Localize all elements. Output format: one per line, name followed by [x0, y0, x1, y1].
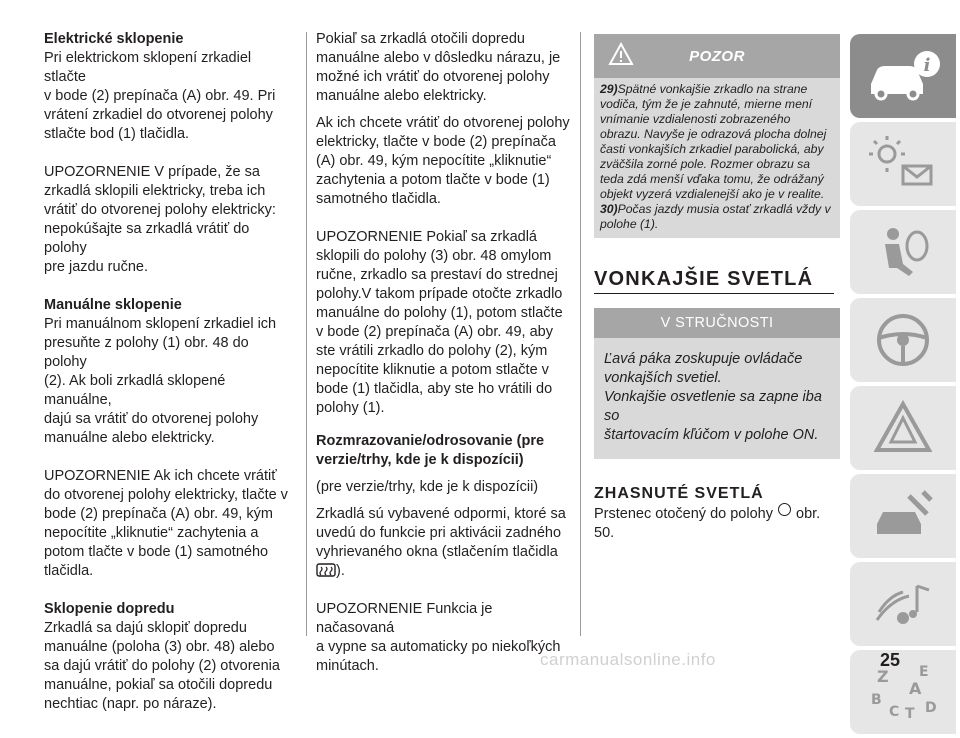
tab-car-info[interactable]: [850, 34, 956, 118]
paragraph: Pokiaľ sa zrkadlá otočili dopredu manuálne alebo v dôsledku nárazu, je možné ich vrátiť do otvorenej polohy manuálne alebo elektricky.: [316, 31, 561, 104]
paragraph: Pri manuálnom sklopení zrkadiel ich presuňte z polohy (1) obr. 48 do polohy (2). Ak boli zrkadlá sklopené manuálne, dajú sa vrátiť do otvorenej polohy manuálne alebo elektricky.: [44, 316, 277, 446]
paragraph: Zrkadlá sú vybavené odpormi, ktoré sa uvedú do funkcie pri aktivácii zadného vyhrievaného okna (stlačením tlačidla ).: [316, 506, 566, 579]
column-2: [316, 30, 570, 676]
heading-electric-folding: Elektrické sklopenie: [44, 31, 184, 47]
page-number: 25: [880, 650, 901, 670]
section-title: VONKAJŠIE SVETLÁ: [594, 268, 834, 294]
paragraph: UPOZORNENIE Ak ich chcete vrátiť do otvorenej polohy elektricky, tlačte v bode (2) prepínača (A) obr. 49, kým nepocítite „kliknutie“ zachytenia a potom tlačte v bode (1) samotného tlačidla.: [44, 468, 288, 579]
column-3: [594, 34, 840, 543]
tab-driving[interactable]: [850, 298, 956, 382]
column-separator: [306, 32, 307, 636]
svg-text:B: B: [871, 692, 882, 708]
summary-body: Ľavá páka zoskupuje ovládače vonkajších svetiel. Vonkajšie osvetlenie sa zapne iba so štartovacím kľúčom v polohe ON.: [594, 338, 840, 459]
column-1: [44, 30, 294, 714]
tab-maintenance[interactable]: [850, 474, 956, 558]
paragraph: UPOZORNENIE Pokiaľ sa zrkadlá sklopili do polohy (3) obr. 48 omylom ručne, zrkadlo sa prestaví do strednej polohy.V takom prípade otočte zrkadlo manuálne do polohy (1), potom stlačte v bode (2) prepínača (A) obr. 49, aby ste vrátili zrkadlo do polohy (2), kým nepocítite kliknutie a potom stlačte v bode (1) tlačidla, aby ste ho vrátili do polohy (1).: [316, 229, 563, 416]
heading-manual-folding: Manuálne sklopenie: [44, 297, 182, 313]
chapter-sidebar: [850, 34, 956, 738]
tab-safety[interactable]: [850, 210, 956, 294]
watermark: carmanualsonline.info: [540, 650, 716, 669]
svg-text:Z: Z: [877, 667, 889, 686]
car-info-icon: [863, 44, 943, 108]
svg-text:C: C: [889, 704, 900, 720]
subsection-title: ZHASNUTÉ SVETLÁ: [594, 485, 764, 502]
dashboard-lights-icon: [863, 132, 943, 196]
wrench-car-icon: [863, 484, 943, 548]
heading-defrost: Rozmrazovanie/odrosovanie (pre verzie/trhy, kde je k dispozícii): [316, 433, 545, 468]
tab-index[interactable]: [850, 650, 956, 734]
paragraph: Pri elektrickom sklopení zrkadiel stlačte v bode (2) prepínača (A) obr. 49. Pri vrátení zrkadiel do otvorenej polohy stlačte bod (1) tlačidla.: [44, 50, 276, 142]
svg-text:D: D: [925, 700, 937, 716]
warning-header: [594, 34, 840, 78]
paragraph: Zrkadlá sa dajú sklopiť dopredu manuálne (poloha (3) obr. 48) alebo sa dajú vrátiť do polohy (2) otvorenia manuálne, pokiaľ sa otočili dopredu nechtiac (napr. po náraze).: [44, 620, 280, 712]
media-icon: [863, 572, 943, 636]
airbag-icon: [863, 220, 943, 284]
column-separator: [580, 32, 581, 636]
paragraph: Ak ich chcete vrátiť do otvorenej polohy elektricky, tlačte v bode (2) prepínača (A) obr. 49, kým nepocítite „kliknutie“ zachytenia a potom tlačte v bode (1) samotného tlačidla.: [316, 115, 570, 207]
paragraph: Prstenec otočený do polohy obr. 50.: [594, 503, 840, 543]
warning-box: [594, 34, 840, 238]
paragraph: (pre verzie/trhy, kde je k dispozícii): [316, 479, 539, 495]
warning-title: POZOR: [689, 47, 745, 65]
rear-window-heating-icon: [316, 562, 336, 578]
tab-multimedia[interactable]: [850, 562, 956, 646]
svg-text:A: A: [909, 679, 922, 698]
steering-wheel-icon: [863, 308, 943, 372]
tab-dashboard-lights[interactable]: [850, 122, 956, 206]
heading-forward-folding: Sklopenie dopredu: [44, 601, 175, 617]
warning-triangle-icon: [863, 396, 943, 460]
warning-triangle-icon: [608, 42, 634, 66]
paragraph: UPOZORNENIE V prípade, že sa zrkadlá sklopili elektricky, treba ich vrátiť do otvorenej polohy elektricky: nepokúšajte sa zrkadlá vrátiť do polohy pre jazdu ručne.: [44, 164, 276, 275]
paragraph: UPOZORNENIE Funkcia je načasovaná a vypne sa automaticky po niekoľkých minútach.: [316, 601, 561, 674]
summary-header: V STRUČNOSTI: [594, 308, 840, 338]
svg-text:i: i: [923, 55, 931, 76]
tab-emergency[interactable]: [850, 386, 956, 470]
warning-body: 29)Spätné vonkajšie zrkadlo na strane vodiča, tým že je zahnuté, mierne mení vnímanie vzdialenosti zobrazeného obrazu. Navyše je odrazová plocha dolnej časti vonkajších zrkadiel parabolická, aby zväčšila zorné pole. Rozmer obrazu sa teda zdá menší vďaka tomu, že odrážaný objekt vyzerá vzdialenejší ako je v realite. 30)Počas jazdy musia ostať zrkadlá vždy v polohe (1).: [600, 82, 831, 231]
svg-text:T: T: [905, 706, 915, 722]
off-ring-icon: [778, 503, 791, 516]
svg-text:E: E: [919, 664, 929, 680]
alphabet-index-icon: [863, 660, 943, 724]
